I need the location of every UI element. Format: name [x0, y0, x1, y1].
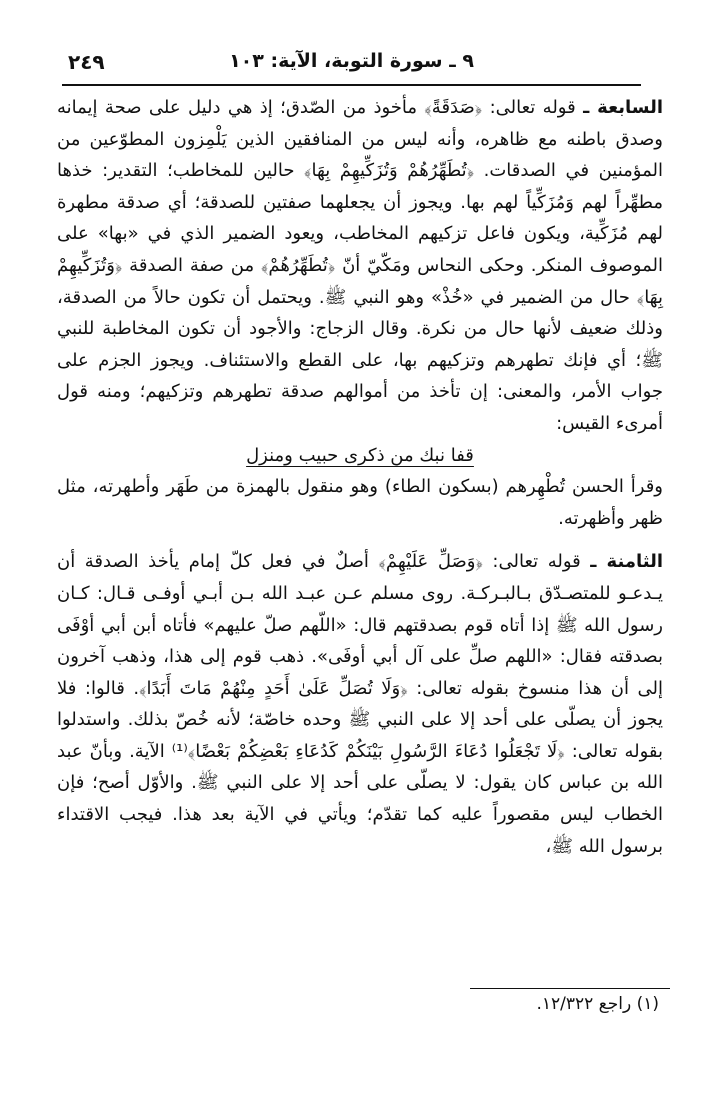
paragraph-hasan-reading: وقرأ الحسن تُطْهِرهم (بسكون الطاء) وهو منقول بالهمزة من طَهَر وأطهرته، مثل ظهر وأظهرته.	[57, 476, 663, 529]
paragraph-text: قوله تعالى: ﴿صَدَقَةً﴾ مأخوذ من الصّدق؛ إذ هي دليل على صحة إيمانه وصدق باطنه مع ظاهره، وأنه ليس من المنافقين الذين يَلْمِزون المطوّعين من المؤمنين في الصدقات. ﴿تُطَهِّرُهُمْ وَتُزَكِّيهِمْ بِهَا﴾ حالين للمخاطب؛ التقدير: خذها مطهِّراً لهم وَمُزَكِّياً لهم بها. ويجوز أن يجعلهما صفتين للصدقة؛ أي صدقة مطهرة لهم مُزَكِّية، ويكون فاعل تزكيهم المخاطب، ويعود الضمير الذي في «بها» على الموصوف المنكر. وحكى النحاس ومَكّيّ أنّ ﴿تُطَهِّرُهُمْ﴾ من صفة الصدقة ﴿وَتُزَكِّيهِمْ بِهَا﴾ حال من الضمير في «خُذْ» وهو النبي ﷺ. ويحتمل أن تكون حالاً من الصدقة، وذلك ضعيف لأنها حال من نكرة. وقال الزجاج: والأجود أن تكون المخاطبة للنبي ﷺ؛ أي فإنك تطهرهم وتزكيهم بها، على القطع والاستئناف. ويجوز الجزم على جواب الأمر، والمعنى: إن تأخذ من أموالهم صدقة تطهرهم وتزكيهم؛ ومنه قول أمرىء القيس:	[57, 97, 663, 434]
section-lead-seventh: السابعة ـ	[583, 97, 664, 118]
paragraph-eighth	[57, 546, 663, 862]
paragraph-text: قوله تعالى: ﴿وَصَلِّ عَلَيْهِمْ﴾ أصلٌ في فعل كلّ إمام يأخذ الصدقة أن يـدعـو للمتصـدّق بـالبـركـة. روى مسلم عـن عبـد الله بـن أبـي أوفـى قـال: كـان رسول الله ﷺ إذا أتاه قوم بصدقتهم قال: «اللّهم صلّ عليهم» فأتاه أبن أبي أوْفَى بصدقته فقال: «اللهم صلِّ على آل أبي أوفَى». ذهب قوم إلى هذا، وذهب آخرون إلى أن هذا منسوخ بقوله تعالى: ﴿وَلَا تُصَلِّ عَلَىٰ أَحَدٍ مِنْهُمْ مَاتَ أَبَدًا﴾. قالوا: فلا يجوز أن يصلّى على أحد إلا على النبي ﷺ وحده خاصّة؛ لأنه خُصّ بذلك. واستدلوا بقوله تعالى: ﴿لَا تَجْعَلُوا دُعَاءَ الرَّسُولِ بَيْنَكُمْ كَدُعَاءِ بَعْضِكُمْ بَعْضًا﴾⁽¹⁾ الآية. وبأنّ عبد الله بن عباس كان يقول: لا يصلّى على أحد إلا على النبي ﷺ. والأوّل أصح؛ فإن الخطاب ليس مقصوراً عليه كما تقدّم؛ ويأتي في الآية بعد هذا. فيجب الاقتداء برسول الله ﷺ،	[57, 551, 664, 857]
footnote: (١) راجع ١٢/٣٢٢.	[536, 994, 659, 1014]
footnote-divider	[470, 988, 670, 989]
page-header	[62, 46, 641, 86]
section-lead-eighth: الثامنة ـ	[590, 551, 663, 573]
page-number: ٢٤٩	[68, 50, 105, 74]
running-title: ٩ ـ سورة التوبة، الآية: ١٠٣	[229, 50, 474, 72]
paragraph-seventh	[57, 92, 663, 440]
poetry-verse: قفا نبك من ذكرى حبيب ومنزل	[246, 444, 474, 466]
body-text	[57, 92, 663, 862]
